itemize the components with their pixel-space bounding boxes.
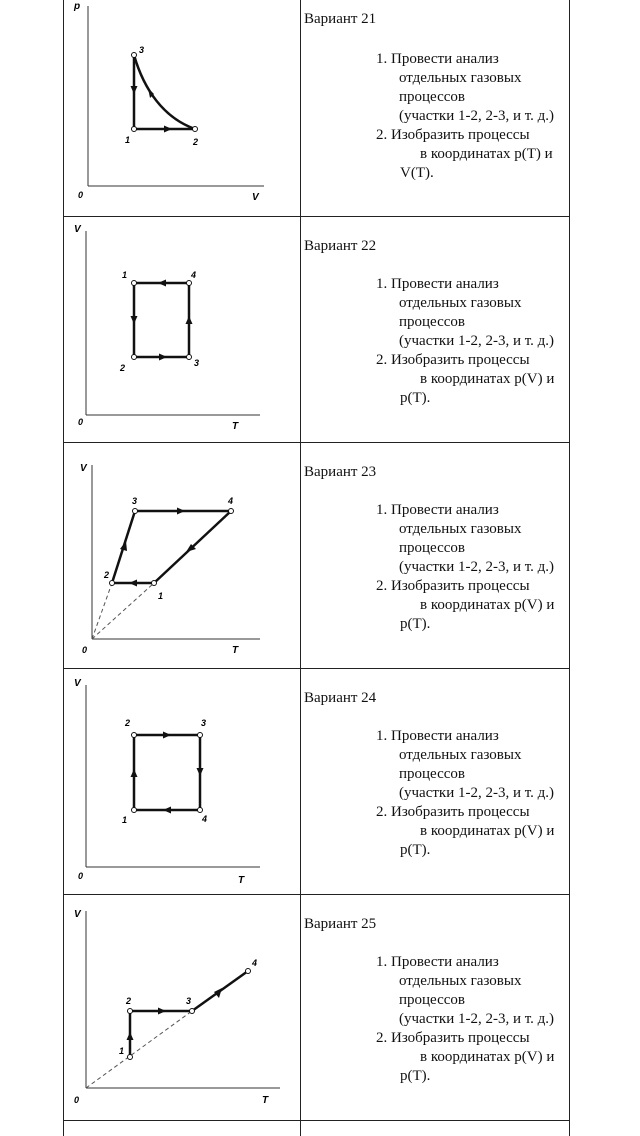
task-list <box>376 275 554 408</box>
arrow-3-4 <box>197 768 204 776</box>
state-point <box>187 281 192 286</box>
diagram-svg-22 <box>64 217 300 442</box>
y-axis-label: V <box>74 224 81 235</box>
task-cell-25 <box>302 895 569 1120</box>
origin-label: 0 <box>78 871 84 881</box>
diagram-svg-25 <box>64 895 300 1120</box>
state-point <box>132 281 137 286</box>
task-cell-22 <box>302 217 569 442</box>
state-point <box>246 969 251 974</box>
state-point <box>132 355 137 360</box>
task-list <box>376 501 554 634</box>
state-point <box>128 1009 133 1014</box>
y-axis-label: V <box>74 678 81 689</box>
arrow-2-3 <box>120 541 127 551</box>
arrow-4-1 <box>158 280 166 287</box>
arrow-2-3 <box>158 1008 166 1015</box>
task-list <box>376 953 554 1086</box>
x-axis-label: V <box>252 192 259 203</box>
state-point <box>187 355 192 360</box>
task-1-line-4: (участки 1-2, 2-3, и т. д.) <box>399 1011 555 1027</box>
arrow-2-3 <box>163 732 171 739</box>
point-label-3: 3 <box>194 358 200 368</box>
task-1-line-3: процессов <box>399 89 465 105</box>
state-point <box>193 127 198 132</box>
task-2-line-3: p(T). <box>400 616 431 632</box>
state-point <box>132 53 137 58</box>
state-point <box>132 127 137 132</box>
arrow-1-2 <box>129 580 137 587</box>
variant-row-24 <box>63 669 569 894</box>
vt-diagram-24 <box>64 669 300 894</box>
isobar-ray <box>92 583 154 639</box>
task-1-line-4: (участки 1-2, 2-3, и т. д.) <box>399 333 555 349</box>
arrow-3-4 <box>186 316 193 324</box>
task-1-line-2: отдельных газовых <box>399 747 522 763</box>
arrow-2-3 <box>159 354 167 361</box>
task-2-line-2: в координатах p(V) и <box>420 823 555 839</box>
table-border-right <box>569 0 570 1136</box>
point-label-3: 3 <box>186 996 192 1006</box>
origin-label: 0 <box>78 190 84 200</box>
variant-row-21 <box>63 0 569 216</box>
process-cycle <box>134 283 189 357</box>
state-point <box>132 808 137 813</box>
point-label-3: 3 <box>132 496 138 506</box>
point-label-4: 4 <box>228 496 234 506</box>
task-2: 2. Изобразить процессы <box>376 127 530 143</box>
task-2: 2. Изобразить процессы <box>376 804 530 820</box>
x-axis-label: T <box>262 1095 269 1106</box>
task-2: 2. Изобразить процессы <box>376 578 530 594</box>
task-2: 2. Изобразить процессы <box>376 352 530 368</box>
variant-row-22 <box>63 217 569 442</box>
task-1: 1. Провести анализ <box>376 276 499 292</box>
task-list <box>376 727 554 860</box>
point-label-2: 2 <box>125 718 131 728</box>
variant-title: Вариант 23 <box>304 464 377 480</box>
task-cell-21 <box>302 0 569 216</box>
state-point <box>190 1009 195 1014</box>
arrow-1-2 <box>164 126 172 133</box>
arrow-3-4 <box>177 508 185 515</box>
point-label-2: 2 <box>104 570 110 580</box>
state-point <box>132 733 137 738</box>
variant-row-23 <box>63 443 569 668</box>
origin-label: 0 <box>78 417 84 427</box>
row-divider <box>63 1120 569 1121</box>
point-label-4: 4 <box>252 958 258 968</box>
diagram-svg-23 <box>64 443 300 668</box>
y-axis-label: V <box>80 463 87 474</box>
state-point <box>198 733 203 738</box>
point-label-1: 1 <box>158 591 164 601</box>
origin-label: 0 <box>74 1095 80 1105</box>
point-label-1: 1 <box>122 270 128 280</box>
task-1: 1. Провести анализ <box>376 51 499 67</box>
variant-title: Вариант 24 <box>304 690 377 706</box>
point-label-3: 3 <box>201 718 207 728</box>
arrow-1-2 <box>131 316 138 324</box>
arrow-1-2 <box>127 1032 134 1040</box>
task-1-line-2: отдельных газовых <box>399 973 522 989</box>
vt-diagram-22 <box>64 217 300 442</box>
diagram-svg-24 <box>64 669 300 894</box>
state-point <box>128 1055 133 1060</box>
variant-title: Вариант 22 <box>304 238 377 254</box>
task-1-line-4: (участки 1-2, 2-3, и т. д.) <box>399 108 555 124</box>
point-label-4: 4 <box>202 814 208 824</box>
state-point <box>133 509 138 514</box>
point-label-4: 4 <box>191 270 197 280</box>
task-1-line-3: процессов <box>399 540 465 556</box>
point-label-1: 1 <box>125 135 131 145</box>
point-label-2: 2 <box>126 996 132 1006</box>
vt-diagram-25 <box>64 895 300 1120</box>
y-axis-label: V <box>74 909 81 920</box>
task-1: 1. Провести анализ <box>376 728 499 744</box>
state-point <box>198 808 203 813</box>
task-1: 1. Провести анализ <box>376 954 499 970</box>
task-2: 2. Изобразить процессы <box>376 1030 530 1046</box>
task-2-line-2: в координатах p(V) и <box>420 597 555 613</box>
task-2-line-2: в координатах p(T) и <box>420 146 553 162</box>
arrow-3-4 <box>214 988 222 998</box>
arrow-4-1 <box>163 807 171 814</box>
vt-diagram-23 <box>64 443 300 668</box>
task-1-line-2: отдельных газовых <box>399 521 522 537</box>
point-label-3: 3 <box>139 45 145 55</box>
x-axis-label: T <box>238 875 245 886</box>
x-axis-label: T <box>232 645 239 656</box>
point-label-2: 2 <box>193 137 199 147</box>
state-point <box>152 581 157 586</box>
task-2-line-3: V(T). <box>400 165 434 181</box>
arrow-1-2 <box>131 769 138 777</box>
isobar-ray <box>86 1011 192 1088</box>
isobar-ray <box>92 583 112 639</box>
variant-title: Вариант 25 <box>304 916 377 932</box>
task-1-line-4: (участки 1-2, 2-3, и т. д.) <box>399 785 555 801</box>
pv-diagram-21 <box>64 0 300 216</box>
task-1-line-3: процессов <box>399 314 465 330</box>
state-point <box>110 581 115 586</box>
task-cell-23 <box>302 443 569 668</box>
task-2-line-3: p(T). <box>400 390 431 406</box>
task-2-line-2: в координатах p(V) и <box>420 371 555 387</box>
arrow-3-1 <box>131 86 138 94</box>
task-1: 1. Провести анализ <box>376 502 499 518</box>
point-label-2: 2 <box>120 363 126 373</box>
task-1-line-4: (участки 1-2, 2-3, и т. д.) <box>399 559 555 575</box>
task-2-line-2: в координатах p(V) и <box>420 1049 555 1065</box>
task-1-line-3: процессов <box>399 992 465 1008</box>
point-label-1: 1 <box>119 1046 125 1056</box>
task-1-line-2: отдельных газовых <box>399 295 522 311</box>
y-axis-label: p <box>74 1 81 12</box>
variant-row-25 <box>63 895 569 1120</box>
state-point <box>229 509 234 514</box>
task-1-line-2: отдельных газовых <box>399 70 522 86</box>
task-2-line-3: p(T). <box>400 1068 431 1084</box>
task-2-line-3: p(T). <box>400 842 431 858</box>
task-list <box>376 50 554 183</box>
task-1-line-3: процессов <box>399 766 465 782</box>
task-cell-24 <box>302 669 569 894</box>
origin-label: 0 <box>82 645 88 655</box>
process-2-3 <box>134 55 195 129</box>
diagram-svg-21 <box>64 0 300 216</box>
variant-title: Вариант 21 <box>304 11 377 27</box>
point-label-1: 1 <box>122 815 128 825</box>
x-axis-label: T <box>232 421 239 432</box>
process-cycle <box>134 735 200 810</box>
